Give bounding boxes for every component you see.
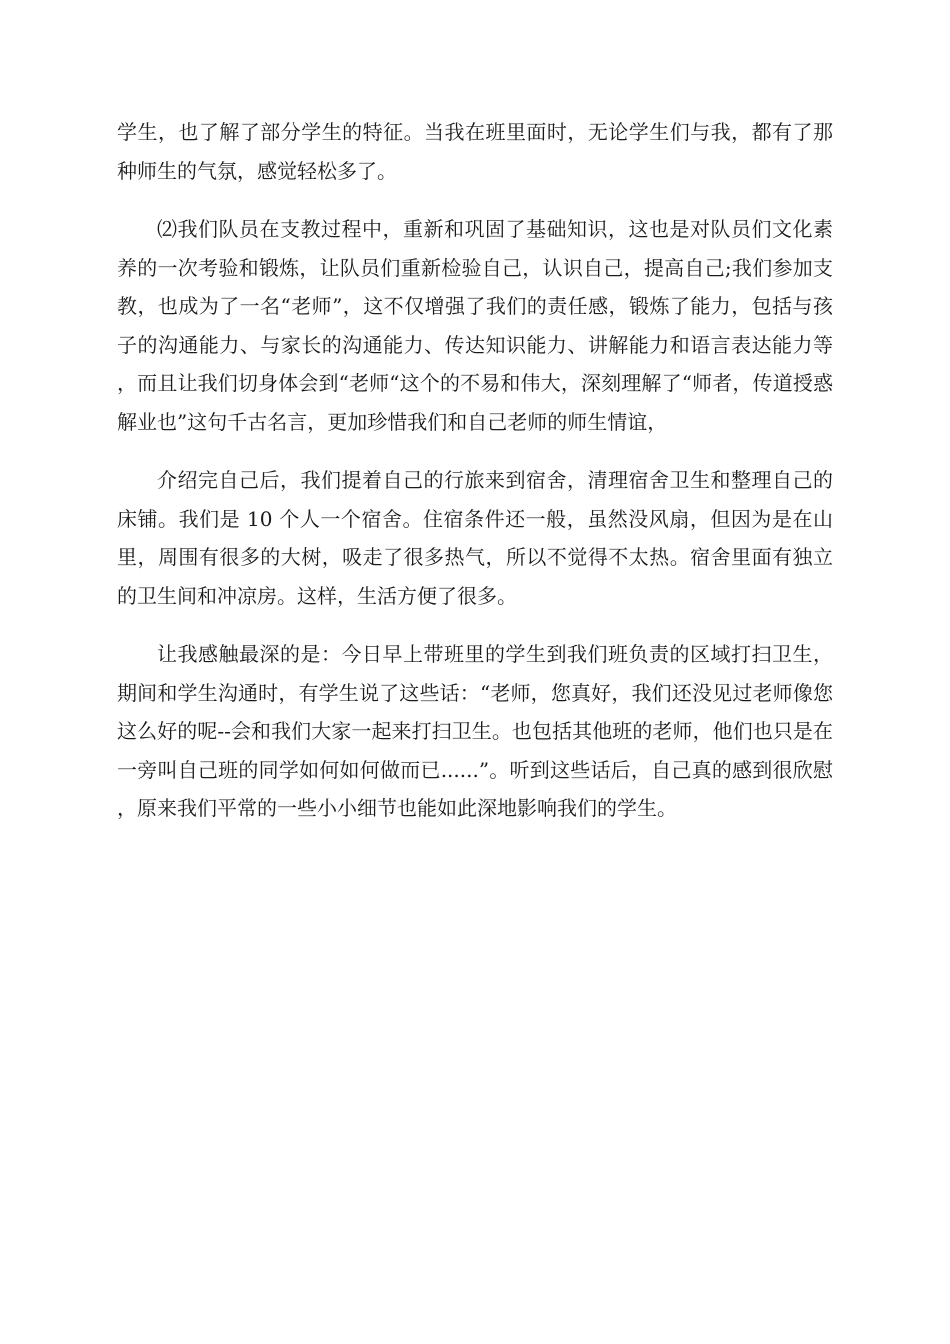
paragraph-1: 学生，也了解了部分学生的特征。当我在班里面时，无论学生们与我，都有了那种师生的气氛，感觉轻松多了。 [117, 120, 833, 183]
paragraph-4: 让我感触最深的是：今日早上带班里的学生到我们班负责的区域打扫卫生，期间和学生沟通时，有学生说了这些话：“老师，您真好，我们还没见过老师像您这么好的呢--会和我们大家一起来打扫卫生。也包括其他班的老师，他们也只是在一旁叫自己班的同学如何如何做而已......”。听到这些话后，自己真的感到很欣慰，原来我们平常的一些小小细节也能如此深地影响我们的学生。 [117, 642, 833, 820]
paragraph-3: 介绍完自己后，我们提着自己的行旅来到宿舍，清理宿舍卫生和整理自己的床铺。我们是 10 个人一个宿舍。住宿条件还一般，虽然没风扇，但因为是在山里，周围有很多的大树，吸走了很多热气，所以不觉得不太热。宿舍里面有独立的卫生间和冲凉房。这样，生活方便了很多。 [117, 468, 833, 608]
paragraph-2: ⑵我们队员在支教过程中，重新和巩固了基础知识，这也是对队员们文化素养的一次考验和锻炼，让队员们重新检验自己，认识自己，提高自己;我们参加支教，也成为了一名“老师”，这不仅增强了我们的责任感，锻炼了能力，包括与孩子的沟通能力、与家长的沟通能力、传达知识能力、讲解能力和语言表达能力等，而且让我们切身体会到“老师“这个的不易和伟大，深刻理解了“师者，传道授惑解业也”这句千古名言，更加珍惜我们和自己老师的师生情谊， [117, 217, 833, 434]
document-body [117, 113, 833, 828]
